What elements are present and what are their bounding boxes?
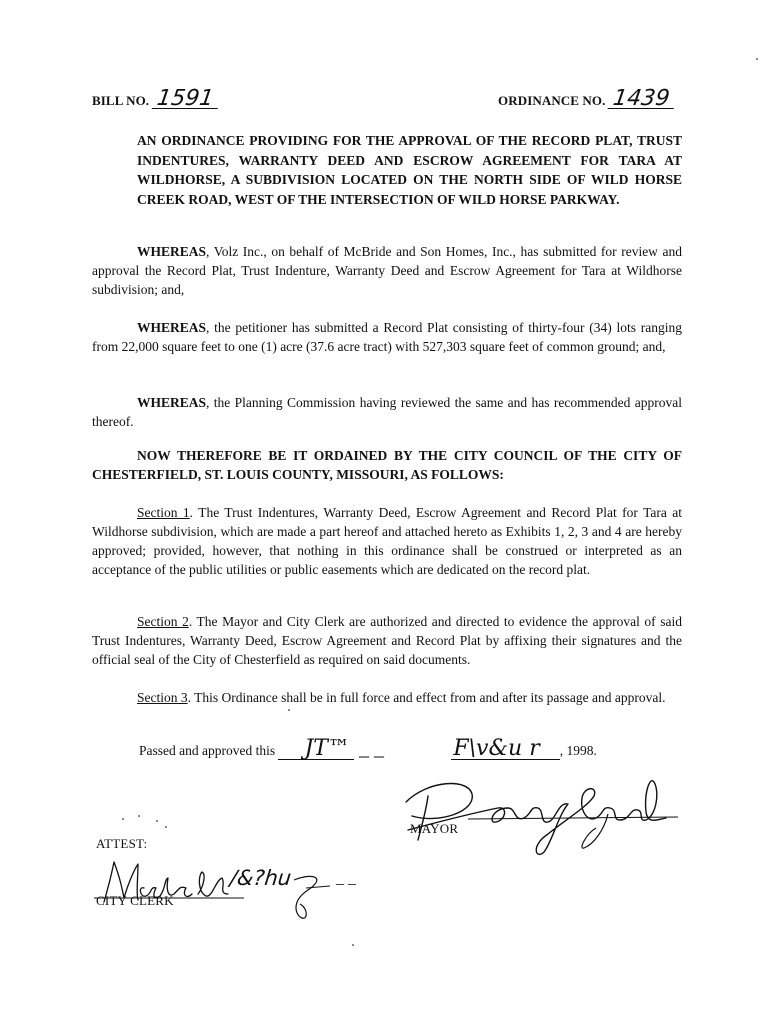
- mayor-label: MAYOR: [410, 821, 459, 836]
- ordinance-title: AN ORDINANCE PROVIDING FOR THE APPROVAL OF THE RECORD PLAT, TRUST INDENTURES, WARRANTY DEED AND ESCROW AGREEMENT FOR TARA AT WILDHORSE, A SUBDIVISION LOCATED ON THE NORTH SIDE OF WILD HORSE CREEK ROAD, WEST OF THE INTERSECTION OF WILD HORSE PARKWAY.: [137, 133, 682, 207]
- whereas-clause-1: [92, 242, 682, 299]
- section-label: Section 2: [137, 614, 189, 629]
- section-1: [92, 503, 682, 579]
- whereas-clause-2: [92, 318, 682, 356]
- whereas-text: , the Planning Commission having reviewed the same and has recommended approval thereof.: [92, 395, 682, 429]
- whereas-lead: WHEREAS: [137, 320, 207, 335]
- city-clerk-signature: [94, 858, 334, 922]
- scan-speck: [138, 815, 140, 817]
- clerk-trailing-marks: _ _: [336, 870, 356, 887]
- section-label: Section 1: [137, 505, 190, 520]
- ordinance-number-handwritten: 1439: [608, 90, 677, 109]
- scan-speck: [165, 826, 167, 828]
- scan-speck: [288, 709, 290, 711]
- scan-speck: [352, 944, 354, 946]
- blank-line: [544, 743, 560, 760]
- resolution-clause: NOW THEREFORE BE IT ORDAINED BY THE CITY COUNCIL OF THE CITY OF CHESTERFIELD, ST. LOUIS COUNTY, MISSOURI, AS FOLLOWS:: [92, 448, 682, 482]
- whereas-lead: WHEREAS: [137, 244, 207, 259]
- ordinance-label: ORDINANCE NO.: [498, 93, 606, 108]
- bill-number-handwritten: 1591: [151, 90, 220, 109]
- section-text: . The Trust Indentures, Warranty Deed, Escrow Agreement and Record Plat for Tara at Wildhorse subdivision, which are made a part hereof and attached hereto as Exhibits 1, 2, 3 and 4 are hereby approved; provided, however, that nothing in this ordinance shall be construed or interpreted as an acceptance of the public utilities or public easements which are dedicated on the record plat.: [92, 505, 683, 577]
- passed-prefix: Passed and approved this: [139, 743, 279, 758]
- section-label: Section 3: [137, 690, 188, 705]
- blank-line: [278, 743, 300, 760]
- attest-label: ATTEST:: [96, 836, 148, 851]
- scan-speck: [122, 818, 124, 820]
- whereas-lead: WHEREAS: [137, 395, 207, 410]
- whereas-text: , Volz Inc., on behalf of McBride and Son Homes, Inc., has submitted for review and approval the Record Plat, Trust Indenture, Warranty Deed and Escrow Agreement for Tara at Wildhorse subdivision; and,: [92, 244, 682, 297]
- mayor-signature: [398, 772, 678, 862]
- section-text: . The Mayor and City Clerk are authorized and directed to evidence the approval of said Trust Indentures, Warranty Deed, Escrow Agreement and Record Plat by affixing their signatures and the official seal of the City of Chesterfield as required on said documents.: [92, 614, 682, 667]
- bill-label: BILL NO.: [92, 93, 150, 108]
- city-clerk-label: CITY CLERK: [96, 893, 174, 908]
- scan-speck: [156, 820, 158, 822]
- whereas-clause-3: [92, 393, 682, 431]
- passed-day-handwritten: JT™: [300, 739, 354, 760]
- section-3: [92, 688, 682, 707]
- ordinance-number-block: [498, 86, 675, 111]
- section-text: . This Ordinance shall be in full force and effect from and after its passage and approval.: [187, 690, 666, 705]
- scan-speck: [756, 58, 758, 60]
- section-2: [92, 612, 682, 669]
- clerk-signature-text: /&?hu: [228, 866, 293, 890]
- bill-number-block: [92, 86, 219, 111]
- whereas-text: , the petitioner has submitted a Record Plat consisting of thirty-four (34) lots ranging from 22,000 square feet to one (1) acre (37.6 acre tract) with 527,303 square feet of common ground; and,: [92, 320, 682, 354]
- passed-approved-line: [139, 738, 597, 761]
- passed-day-suffix: _ _: [353, 738, 384, 760]
- passed-month-handwritten: F\v&u r: [451, 739, 543, 760]
- passed-year: , 1998.: [559, 743, 597, 758]
